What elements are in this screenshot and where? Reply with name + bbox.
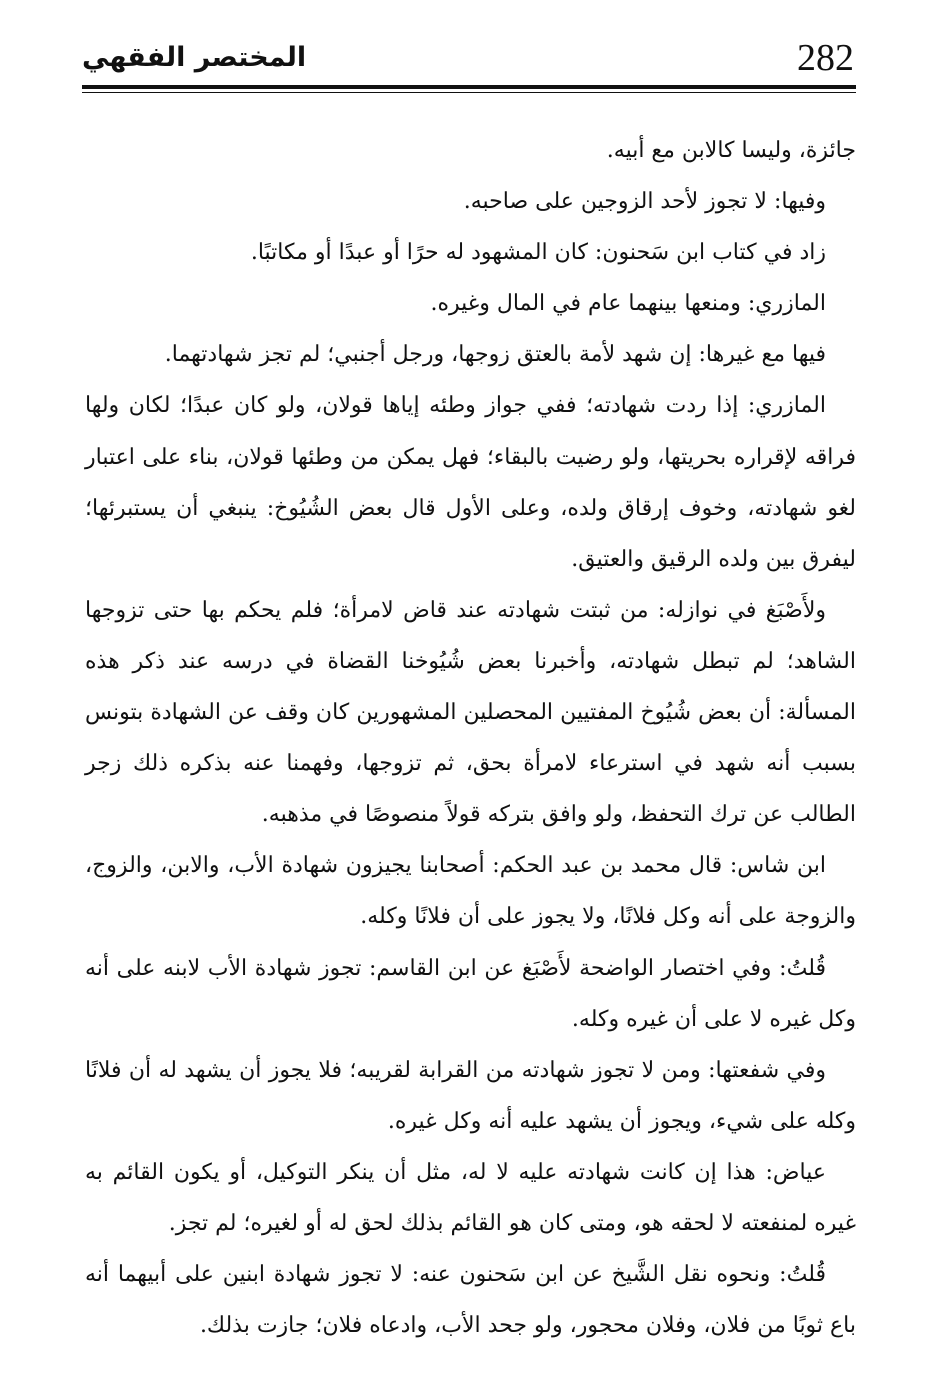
running-title: المختصر الفقهي	[82, 42, 307, 73]
paragraph: فيها مع غيرها: إن شهد لأمة بالعتق زوجها، ورجل أجنبي؛ لم تجز شهادتهما.	[164, 342, 826, 368]
page-header	[82, 30, 856, 90]
paragraph: ابن شاس: قال محمد بن عبد الحكم: أصحابنا يجيزون شهادة الأب، والابن، والزوج، والزوجة على أنه وكل فلانًا، ولا يجوز على أن فلانًا وكله.	[85, 853, 856, 930]
paragraph: عياض: هذا إن كانت شهادته عليه لا له، مثل أن ينكر التوكيل، أو يكون القائم به غيره لمنفعته لا لحقه هو، ومتى كان هو القائم بذلك لحق له أو لغيره؛ لم تجز.	[85, 1159, 856, 1236]
paragraph: ولأَصْبَغ في نوازله: من ثبتت شهادته عند قاض لامرأة؛ فلم يحكم بها حتى تزوجها الشاهد؛ لم تبطل شهادته، وأخبرنا بعض شُيُوخنا القضاة في درسه عند ذكر هذه المسألة: أن بعض شُيُوخ المفتيين المحصلين المشهورين كان وقف عن الشهادة بتونس بسبب أنه شهد في استرعاء لامرأة بحق، ثم تزوجها، وفهمنا عنه بذكره ذلك زجر الطالب عن ترك التحفظ، ولو وافق بتركه قولاً منصوصًا في مذهبه.	[85, 597, 856, 828]
paragraph: زاد في كتاب ابن سَحنون: كان المشهود له حرًا أو عبدًا أو مكاتبًا.	[250, 240, 826, 266]
body-text	[85, 125, 856, 1351]
paragraph: جائزة، وليسا كالابن مع أبيه.	[606, 138, 856, 163]
paragraph: وفيها: لا تجوز لأحد الزوجين على صاحبه.	[463, 189, 826, 215]
paragraph: قُلتُ: ونحوه نقل الشَّيخ عن ابن سَحنون عنه: لا تجوز شهادة ابنين على أبيهما أنه باع ثوبًا من فلان، وفلان محجور، ولو جحد الأب، وادعاه فلان؛ جازت بذلك.	[85, 1262, 856, 1339]
paragraph: قُلتُ: وفي اختصار الواضحة لأَصْبَغ عن ابن القاسم: تجوز شهادة الأب لابنه على أنه وكل غيره لا على أن غيره وكله.	[85, 955, 856, 1032]
header-rule	[82, 85, 856, 89]
header-rule-thin	[82, 92, 856, 93]
paragraph: المازري: إذا ردت شهادته؛ ففي جواز وطئه إياها قولان، ولو كان عبدًا؛ لكان ولها فراقه لإقراره بحريتها، ولو رضيت بالبقاء؛ فهل يمكن من وطئها قولان، بناء على اعتبار لغو شهادته، وخوف إرقاق ولده، وعلى الأول قال بعض الشُيُوخ: ينبغي أن يستبرئها؛ ليفرق بين ولده الرقيق والعتيق.	[85, 393, 856, 572]
paragraph: وفي شفعتها: ومن لا تجوز شهادته من القرابة لقريبه؛ فلا يجوز أن يشهد له أن فلانًا وكله على شيء، ويجوز أن يشهد عليه أنه وكل غيره.	[85, 1057, 856, 1134]
page-number: 282	[797, 37, 854, 79]
paragraph: المازري: ومنعها بينهما عام في المال وغيره.	[430, 291, 826, 317]
